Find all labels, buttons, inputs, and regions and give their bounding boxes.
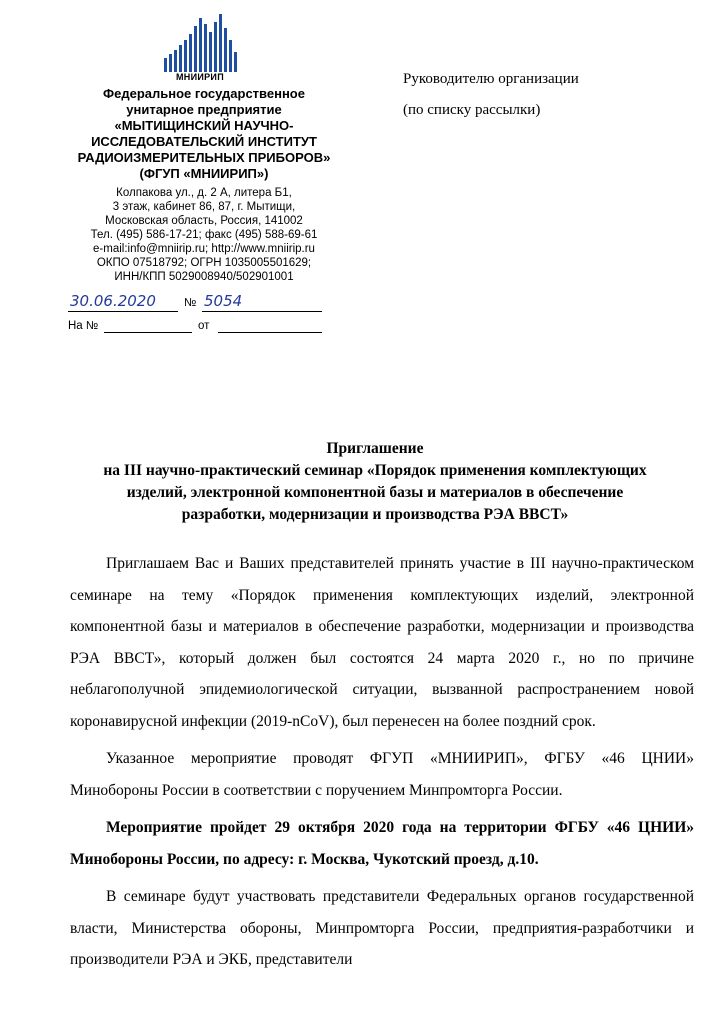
outgoing-number-block bbox=[68, 292, 338, 336]
sender-org-line: РАДИОИЗМЕРИТЕЛЬНЫХ ПРИБОРОВ» bbox=[77, 150, 331, 165]
reference-date-label: от bbox=[198, 320, 210, 332]
title-line: на III научно-практический семинар «Порядок применения комплектующих bbox=[103, 462, 647, 479]
sender-org-line: (ФГУП «МНИИРИП») bbox=[139, 166, 269, 181]
sender-address-line: 3 этаж, кабинет 86, 87, г. Мытищи, bbox=[112, 201, 296, 213]
outgoing-number: 5054 bbox=[204, 292, 243, 310]
title-line: разработки, модернизации и производства РЭА ВВСТ» bbox=[181, 506, 569, 523]
body-paragraph: Приглашаем Вас и Ваших представителей принять участие в III научно-практическом семинаре на тему «Порядок применения комплектующих изделий, электронной компонентной базы и материалов в обеспечение разработки, модернизации и производства РЭА ВВСТ», который должен был состоятся 24 марта 2020 г., но по причине неблагополучной эпидемиологической ситуации, вызванной распространением новой коронавирусной инфекции (2019-nCoV), был перенесен на более поздний срок. bbox=[70, 555, 694, 730]
sender-org-line: Федеральное государственное bbox=[103, 86, 305, 101]
outgoing-number-label: № bbox=[184, 297, 197, 309]
reference-line bbox=[68, 318, 338, 336]
outgoing-date: 30.06.2020 bbox=[70, 292, 156, 310]
sender-registry-line: ОКПО 07518792; ОГРН 1035005501629; bbox=[96, 257, 312, 269]
recipient-block bbox=[403, 64, 703, 126]
title-line: изделий, электронной компонентной базы и материалов в обеспечение bbox=[126, 484, 624, 501]
title-heading: Приглашение bbox=[326, 440, 424, 457]
body-paragraph: Указанное мероприятие проводят ФГУП «МНИИРИП», ФГБУ «46 ЦНИИ» Минобороны России в соответствии с поручением Минпромторга России. bbox=[70, 750, 694, 799]
sender-email-line: e-mail:info@mniirip.ru; http://www.mniirip.ru bbox=[93, 243, 315, 255]
sender-block bbox=[60, 86, 348, 284]
reference-number-label: На № bbox=[68, 320, 99, 332]
body-paragraph-event: Мероприятие пройдет 29 октября 2020 года на территории ФГБУ «46 ЦНИИ» Минобороны России, по адресу: г. Москва, Чукотский проезд, д.10. bbox=[70, 819, 694, 868]
outgoing-line bbox=[68, 292, 338, 314]
sender-phone-line: Тел. (495) 586-17-21; факс (495) 588-69-61 bbox=[90, 229, 318, 241]
sender-address-line: Колпакова ул., д. 2 А, литера Б1, bbox=[116, 187, 292, 199]
logo-name: МНИИРИП bbox=[176, 72, 224, 82]
body-paragraph: В семинаре будут участвовать представители Федеральных органов государственной власти, Министерства обороны, Минпромторга России, предприятия-разработчики и производители РЭА и ЭКБ, представители bbox=[70, 888, 694, 968]
sender-address-line: Московская область, Россия, 141002 bbox=[105, 215, 303, 227]
company-logo bbox=[158, 14, 242, 80]
recipient-line: (по списку рассылки) bbox=[403, 102, 541, 118]
sender-org-line: «МЫТИЩИНСКИЙ НАУЧНО- bbox=[114, 118, 294, 133]
sender-org-line: ИССЛЕДОВАТЕЛЬСКИЙ ИНСТИТУТ bbox=[91, 134, 317, 149]
recipient-line: Руководителю организации bbox=[403, 71, 579, 87]
document-title bbox=[60, 438, 690, 526]
sender-tax-line: ИНН/КПП 5029008940/502901001 bbox=[114, 271, 294, 283]
sender-org-line: унитарное предприятие bbox=[126, 102, 282, 117]
letter-body bbox=[70, 548, 694, 976]
logo-bars-icon bbox=[158, 14, 242, 72]
